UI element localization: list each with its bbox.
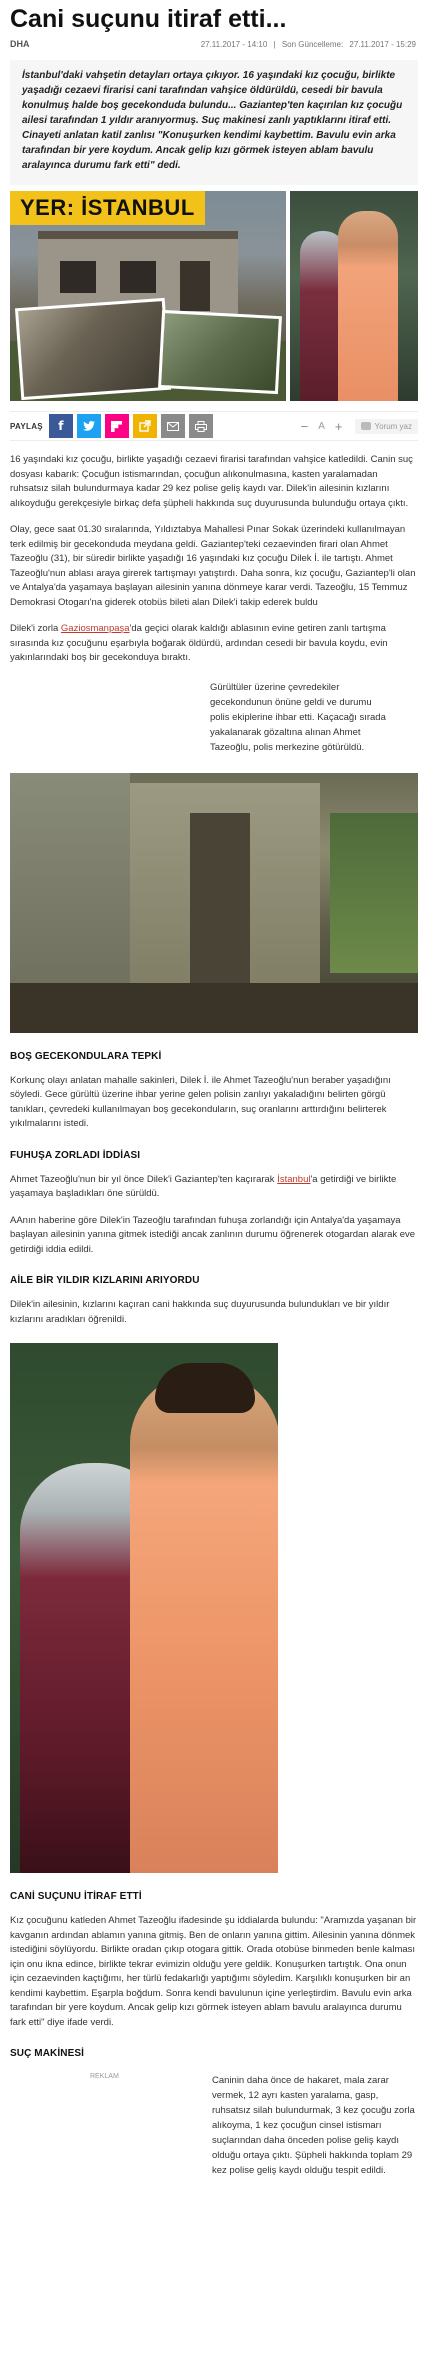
- hero-gallery[interactable]: [10, 191, 418, 401]
- twitter-share-button[interactable]: [77, 414, 101, 438]
- mail-share-button[interactable]: [161, 414, 185, 438]
- body-paragraph: Korkunç olayı anlatan mahalle sakinleri, Dilek İ. ile Ahmet Tazeoğlu'nun beraber yaşadığını söyledi. Gece gürültü üzerine ihbar yerine gelen polisin zanlıyı yakaladığını belirten görgü tanıkları, çevredeki kullanılmayan boş gecekonduların, suç oranlarını arttırdığını belirterek yıkılmalarını istedi.: [10, 1074, 391, 1129]
- window-shape: [330, 813, 418, 973]
- print-button[interactable]: [189, 414, 213, 438]
- article-summary: İstanbul'daki vahşetin detayları ortaya çıkıyor. 16 yaşındaki kız çocuğu, birlikte yaşadığı cezaevi firarisi cani tarafından vahşice öldürüldü, cesedi bir bavula konulmuş halde boş gecekonduda bulundu... Gaziantep'ten kaçırılan kız çocuğu ailesi tarafından 1 yıldır aranıyormuş. Suç makinesi zanlı yaptıklarını itiraf etti. Cinayeti anlatan katil zanlısı "Konuşurken kendimi kaybettim. Bavulu evin arka tarafından bir yere koydum. Ancak gelip kızı görmek isteyen ablam bavulu aralayınca durumu fark etti" dedi.: [10, 60, 418, 185]
- article-title: Cani suçunu itiraf etti...: [10, 5, 287, 33]
- ad-caption: REKLAM: [90, 2073, 119, 2080]
- hair-shape: [155, 1363, 255, 1413]
- font-decrease-button[interactable]: −: [300, 418, 309, 434]
- facebook-icon: f: [58, 419, 64, 433]
- external-share-icon: [139, 420, 151, 432]
- article-dates: [199, 40, 418, 49]
- text-span: 'da geçici olarak kaldığı ablasının evine getiren zanlı tartışma sırasında kız çocuğunu eşarbıyla boğarak öldürdü, ardından cesedi bir bavula koydu, evin yakınlarındaki boş bir gecekonduya bıraktı.: [10, 623, 388, 663]
- facebook-share-button[interactable]: [49, 414, 73, 438]
- body-paragraph: Kız çocuğunu katleden Ahmet Tazeoğlu ifadesinde şu iddialarda bulundu: "Aramızda yaşanan bir kavganın ardından ablamın yanına gitmiş. Ben de onların yanına gittim. Ailesinin yanına dönmek istediğini söylüyordu. Birlikte oradan çıkıp otogara gittik. Orada otobüse binmeden benle kalması için onu ikna edince, birlikte tekrar evimizin olduğu yere geldik. Konuşurken tartıştık. Ona onun için cezaevinden kaçtığımı, her türlü fedakarlığı yaptığımı söyledim. Karşılıklı konuşurken bir an kendimi kaybettim. Eşarpla boğdum. Sonra kendi bavulunun içine yerleştirdim. Bavulu evin arka tarafından bir yere koydum. Ancak gelip kızı görmek isteyen ablam bavulu aralayınca durumu fark etti" diye ifade verdi.: [10, 1915, 417, 2028]
- date-separator: |: [273, 39, 276, 49]
- body-paragraph: [10, 622, 418, 666]
- section-heading: SUÇ MAKİNESİ: [10, 2048, 84, 2059]
- ad-slot[interactable]: [10, 2073, 200, 2243]
- location-tag: YER: İSTANBUL: [10, 191, 205, 225]
- article-meta: [0, 34, 428, 52]
- updated-date: 27.11.2017 - 15:29: [349, 39, 416, 49]
- mail-icon: [167, 422, 179, 431]
- person-shape: [130, 1373, 278, 1873]
- door-shape: [180, 261, 210, 311]
- published-date: 27.11.2017 - 14:10: [200, 39, 268, 49]
- text-span: Ahmet Tazeoğlu'nun bir yıl önce Dilek'i Gaziantep'ten kaçırarak: [10, 1173, 278, 1185]
- updated-label: Son Güncelleme:: [281, 39, 344, 49]
- share-bar: [10, 411, 418, 441]
- section-heading: AİLE BİR YILDIR KIZLARINI ARIYORDU: [10, 1275, 200, 1286]
- section-heading: CANİ SUÇUNU İTİRAF ETTİ: [10, 1891, 142, 1902]
- body-paragraph: AAnın haberine göre Dilek'in Tazeoğlu tarafından fuhuşa zorlandığı için Antalya'da yaşamaya başlayan ailesinin yanına gitmek istediği ancak zanlının durumu öğrenerek otogardan alarak eve getirdiği iddia edildi.: [10, 1214, 416, 1255]
- comment-icon: [361, 422, 371, 430]
- external-share-button[interactable]: [133, 414, 157, 438]
- hero-scene-image[interactable]: [10, 191, 286, 401]
- print-icon: [195, 421, 207, 432]
- inset-photo: [15, 298, 171, 400]
- hero-couple-image[interactable]: [290, 191, 418, 401]
- gaziosmanpasa-link[interactable]: Gaziosmanpaşa: [60, 623, 130, 634]
- body-paragraph: [10, 1173, 418, 1202]
- body-paragraph: Dilek'in ailesinin, kızlarını kaçıran cani hakkında suç duyurusunda bulundukları ve bir yıldır kızlarını aradıkları öğrenildi.: [10, 1299, 390, 1325]
- body-paragraph-indented: Gürültüler üzerine çevredekiler gecekondunun önüne geldi ve durumu polis ekiplerine ihbar etti. Kaçacağı sırada yakalanarak gözaltına alınan Ahmet Tazeoğlu, polis merkezine götürüldü.: [210, 681, 386, 753]
- article-source: DHA: [10, 39, 30, 49]
- font-increase-button[interactable]: +: [334, 418, 343, 434]
- gecekondu-photo[interactable]: [10, 773, 418, 1033]
- inset-photo: [158, 310, 282, 394]
- font-size-control: [301, 419, 343, 434]
- section-heading: FUHUŞA ZORLADI İDDİASI: [10, 1149, 141, 1161]
- floor-shape: [10, 983, 418, 1033]
- suc-makinesi-block: [10, 2073, 418, 2243]
- istanbul-link[interactable]: İstanbul: [277, 1173, 311, 1185]
- comment-label: Yorum yaz: [374, 421, 412, 431]
- write-comment-button[interactable]: [355, 419, 419, 434]
- text-span: 'a getirdiği ve birlikte yaşamaya başladıkları öne sürüldü.: [10, 1173, 397, 1199]
- window-shape: [120, 261, 156, 293]
- twitter-icon: [83, 421, 95, 431]
- couple-photo[interactable]: [10, 1343, 278, 1873]
- flipboard-icon: [111, 421, 122, 432]
- text-span: Dilek'i zorla: [10, 623, 61, 634]
- window-shape: [60, 261, 96, 293]
- share-label: PAYLAŞ: [10, 421, 43, 431]
- body-paragraph: 16 yaşındaki kız çocuğu, birlikte yaşadığı cezaevi firarisi tarafından vahşice katledildi. Canin suç dosyası kabarık: Çocuğun istismarından, çocuğun alıkonulmasına, kasten yaralamadan ruhsatsız silah bulundurmaya kadar 29 kez polise geliş kaydı var. Dilek'in ailesinin kızlarını alıkoyduğu gerekçesiyle birkaç defa şüpheli hakkında suç duyurusunda bulunduğu ortaya çıktı.: [10, 454, 413, 509]
- person-shape: [338, 211, 398, 401]
- font-size-label: A: [318, 420, 325, 432]
- flipboard-share-button[interactable]: [105, 414, 129, 438]
- body-paragraph: Olay, gece saat 01.30 sıralarında, Yıldıztabya Mahallesi Pınar Sokak üzerindeki kullanılmayan terk edilmiş bir gecekonduda meydana geldi. Gaziantep'teki cezaevinden firari olan Ahmet Tazeoğlu (31), bir süredir birlikte yaşadığı 16 yaşındaki kız çocuğu Dilek İ. ile tartıştı. Ahmet Tazeoğlu'nun ablası araya girerek tartışmayı yatıştırdı. Daha sonra, kız çocuğu, Gaziantep'li olan ve Antalya'da yaşamaya başlayan ailesinin yanına dönmeye karar verdi. Tazeoğlu, 15 Temmuz Demokrasi Otogarı'na giderek otobüs bileti alan Dilek'i takip ederek buldu: [10, 524, 416, 608]
- section-heading: BOŞ GECEKONDULARA TEPKİ: [10, 1050, 162, 1062]
- body-paragraph: Caninin daha önce de hakaret, mala zarar vermek, 12 ayrı kasten yaralama, gasp, ruhsatsız silah bulundurmak, 3 kez çocuğu zorla alıkoyma, 1 kez çocuğun cinsel istismarı suçlarından daha önceden polise geliş kaydı olduğu ortaya çıktı. Şüpheli hakkında toplam 29 kez polise geliş kaydı olduğu tespit edildi.: [212, 2075, 415, 2176]
